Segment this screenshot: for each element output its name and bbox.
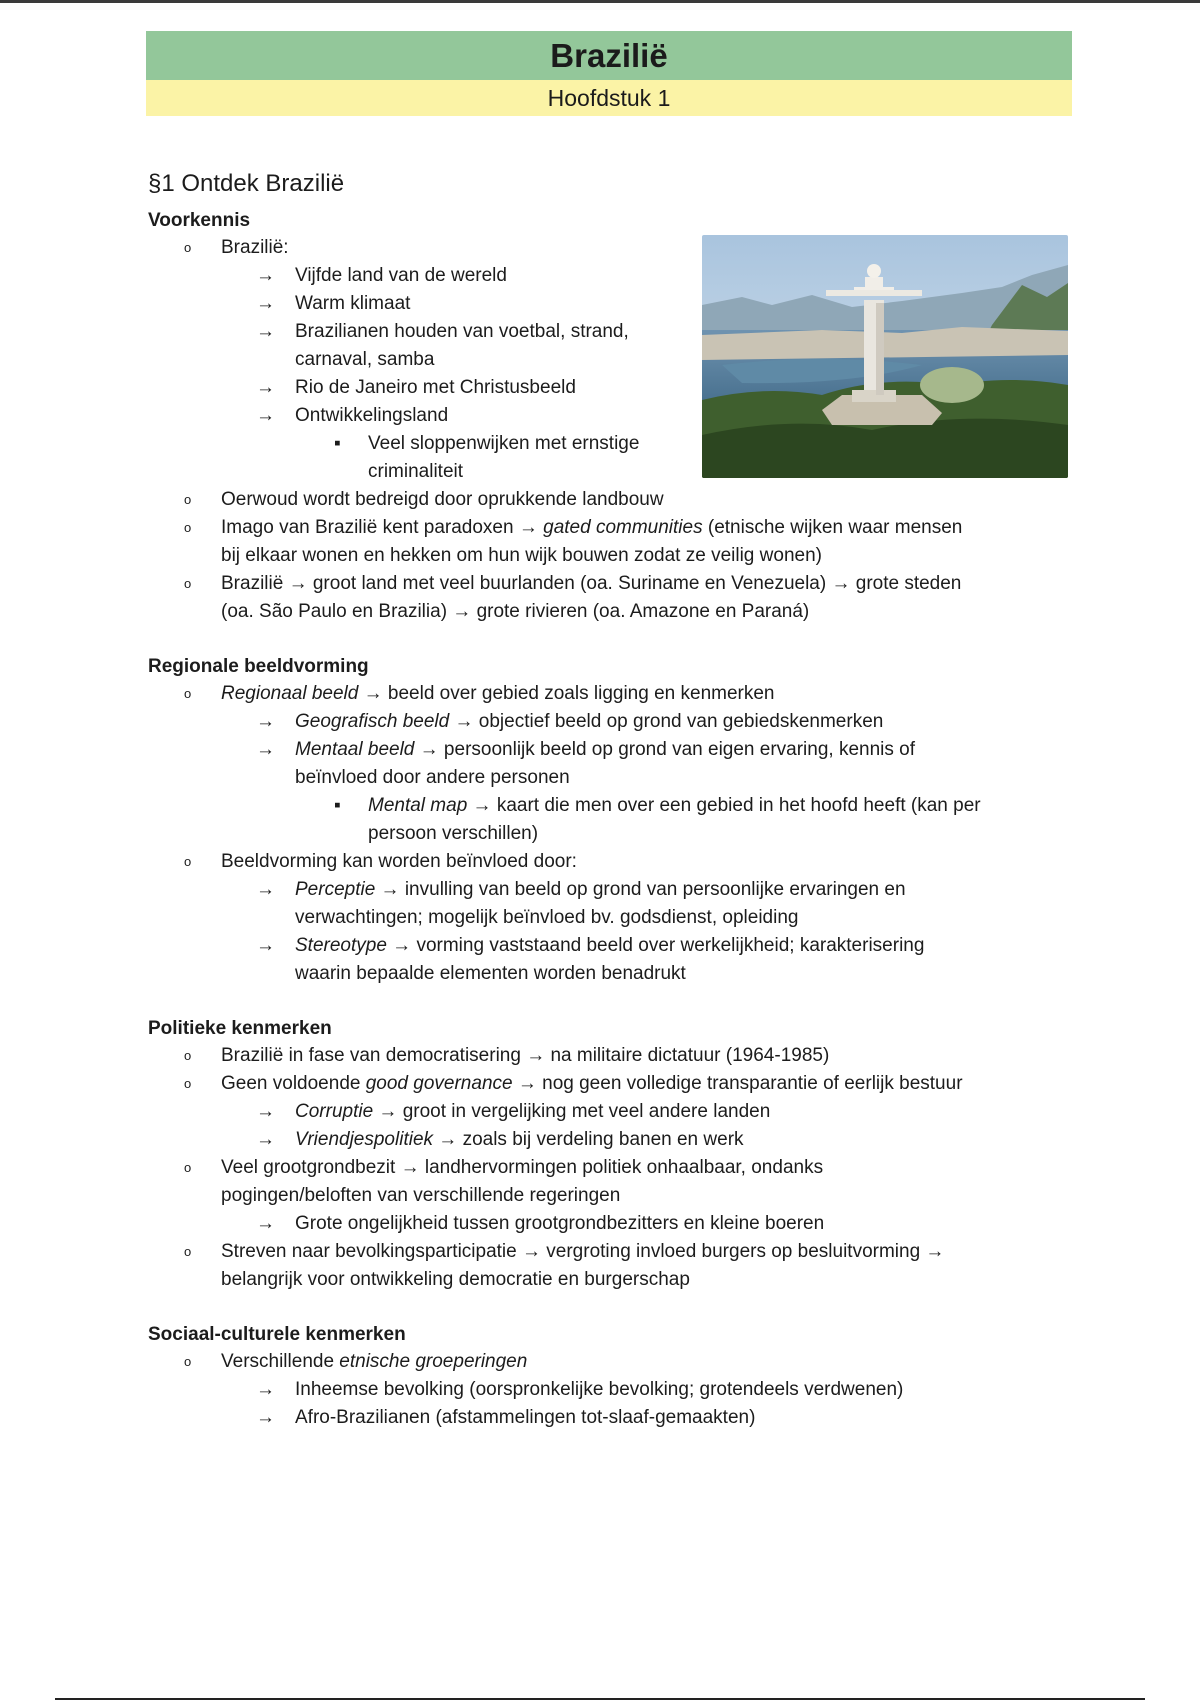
heading-voorkennis: Voorkennis <box>148 210 251 231</box>
arrow-bullet-icon: → <box>256 321 275 342</box>
top-border-line <box>0 0 1200 3</box>
square-bullet-icon: ▪ <box>334 433 341 454</box>
circle-bullet-icon: o <box>184 1160 192 1175</box>
arrow-bullet-icon: → <box>256 1101 275 1122</box>
list-item: o Regionaal beeld → beeld over gebied zoals ligging en kenmerken <box>148 680 1068 708</box>
list-item: → Warm klimaat <box>148 290 835 318</box>
arrow-bullet-icon: → <box>256 1213 275 1234</box>
square-bullet-icon: ▪ <box>334 795 341 816</box>
list-item: → Rio de Janeiro met Christusbeeld <box>148 374 835 402</box>
list-item: → Ontwikkelingsland <box>148 402 835 430</box>
arrow-bullet-icon: → <box>256 377 275 398</box>
circle-bullet-icon: o <box>184 1076 192 1091</box>
arrow-bullet-icon: → <box>256 405 275 426</box>
chapter-subtitle: Hoofdstuk 1 <box>146 80 1072 116</box>
heading-sociaal-culturele-kenmerken: Sociaal-culturele kenmerken <box>148 1324 406 1345</box>
circle-bullet-icon: o <box>184 1244 192 1259</box>
arrow-bullet-icon: → <box>256 739 275 760</box>
list-item: o Beeldvorming kan worden beïnvloed door: <box>148 848 1068 876</box>
circle-bullet-icon: o <box>184 576 192 591</box>
list-item: → Vriendjespolitiek → zoals bij verdeling banen en werk <box>148 1126 1068 1154</box>
list-item: → Afro-Brazilianen (afstammelingen tot-slaaf-gemaakten) <box>148 1404 1068 1432</box>
circle-bullet-icon: o <box>184 240 192 255</box>
list-item: o Oerwoud wordt bedreigd door oprukkende landbouw <box>148 486 1068 514</box>
arrow-bullet-icon: → <box>256 711 275 732</box>
arrow-bullet-icon: → <box>256 1407 275 1428</box>
list-item: o Imago van Brazilië kent paradoxen → gated communities (etnische wijken waar mensen bij elkaar wonen en hekken om hun wijk bouwen zodat ze veilig wonen) <box>148 514 1068 570</box>
circle-bullet-icon: o <box>184 854 192 869</box>
circle-bullet-icon: o <box>184 686 192 701</box>
list-item: o Veel grootgrondbezit → landhervormingen politiek onhaalbaar, ondanks pogingen/beloften van verschillende regeringen <box>148 1154 1068 1210</box>
circle-bullet-icon: o <box>184 1048 192 1063</box>
arrow-bullet-icon: → <box>256 293 275 314</box>
list-item: → Geografisch beeld → objectief beeld op grond van gebiedskenmerken <box>148 708 1068 736</box>
arrow-bullet-icon: → <box>256 879 275 900</box>
arrow-bullet-icon: → <box>256 265 275 286</box>
list-item: o Brazilië → groot land met veel buurlanden (oa. Suriname en Venezuela) → grote steden (oa. São Paulo en Brazilia) → grote rivieren (oa. Amazone en Paraná) <box>148 570 1068 626</box>
list-item: → Vijfde land van de wereld <box>148 262 835 290</box>
list-item: o Brazilië in fase van democratisering → na militaire dictatuur (1964-1985) <box>148 1042 1068 1070</box>
list-item: o Brazilië: <box>148 234 1068 262</box>
arrow-bullet-icon: → <box>256 1379 275 1400</box>
list-item: → Mentaal beeld → persoonlijk beeld op grond van eigen ervaring, kennis of beïnvloed door andere personen <box>148 736 1068 792</box>
list-item: o Verschillende etnische groeperingen <box>148 1348 1068 1376</box>
list-item: → Stereotype → vorming vaststaand beeld over werkelijkheid; karakterisering waarin bepaalde elementen worden benadrukt <box>148 932 1068 988</box>
section-title: §1 Ontdek Brazilië <box>148 170 345 197</box>
document-body <box>148 168 1068 1432</box>
circle-bullet-icon: o <box>184 1354 192 1369</box>
list-item: → Inheemse bevolking (oorspronkelijke bevolking; grotendeels verdwenen) <box>148 1376 1068 1404</box>
arrow-bullet-icon: → <box>256 935 275 956</box>
heading-politieke-kenmerken: Politieke kenmerken <box>148 1018 332 1039</box>
list-item: o Streven naar bevolkingsparticipatie → vergroting invloed burgers op besluitvorming → belangrijk voor ontwikkeling democratie en burgerschap <box>148 1238 1068 1294</box>
heading-regionale-beeldvorming: Regionale beeldvorming <box>148 656 369 677</box>
circle-bullet-icon: o <box>184 492 192 507</box>
document-title: Brazilië <box>146 31 1072 80</box>
list-item: → Brazilianen houden van voetbal, strand, carnaval, samba <box>148 318 835 374</box>
list-item: o Geen voldoende good governance → nog geen volledige transparantie of eerlijk bestuur <box>148 1070 1068 1098</box>
list-item: → Corruptie → groot in vergelijking met veel andere landen <box>148 1098 1068 1126</box>
list-item: ▪ Veel sloppenwijken met ernstige criminaliteit <box>148 430 908 486</box>
list-item: → Grote ongelijkheid tussen grootgrondbezitters en kleine boeren <box>148 1210 1068 1238</box>
circle-bullet-icon: o <box>184 520 192 535</box>
arrow-bullet-icon: → <box>256 1129 275 1150</box>
list-item: ▪ Mental map → kaart die men over een gebied in het hoofd heeft (kan per persoon verschillen) <box>148 792 1068 848</box>
list-item: → Perceptie → invulling van beeld op grond van persoonlijke ervaringen en verwachtingen; mogelijk beïnvloed bv. godsdienst, opleiding <box>148 876 1068 932</box>
